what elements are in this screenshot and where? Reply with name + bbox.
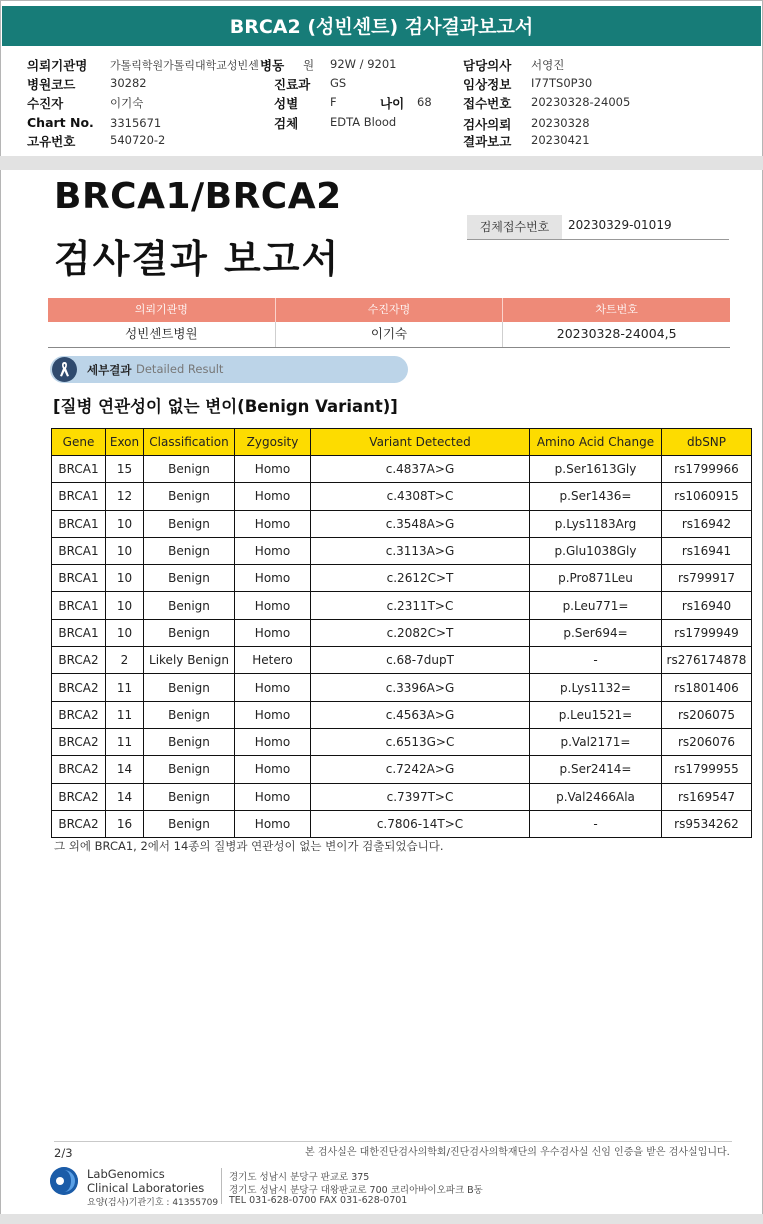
- table-cell: p.Ser694=: [530, 619, 662, 646]
- table-cell: rs9534262: [662, 810, 752, 837]
- table-cell: rs1799949: [662, 619, 752, 646]
- address-line2: 경기도 성남시 분당구 대왕판교로 700 코리아바이오파크 B동: [229, 1185, 483, 1196]
- patient-label: 수진자: [27, 96, 64, 111]
- table-cell: BRCA2: [52, 783, 106, 810]
- table-cell: Benign: [144, 537, 235, 564]
- table-cell: 14: [106, 783, 144, 810]
- request-label: 검사의뢰: [463, 117, 512, 132]
- table-cell: p.Pro871Leu: [530, 565, 662, 592]
- table-cell: -: [530, 810, 662, 837]
- page-bottom-bar: [0, 1214, 763, 1224]
- receipt-label: 접수번호: [463, 96, 512, 111]
- specimen-value: EDTA Blood: [330, 115, 397, 129]
- table-row: [52, 483, 752, 510]
- specimen-label: 검체: [274, 116, 299, 131]
- ward-value: 92W / 9201: [330, 57, 397, 71]
- specimen-receipt-label: 검체접수번호: [467, 215, 562, 239]
- header-cell: 의뢰기관명: [48, 298, 276, 322]
- table-cell: rs1799955: [662, 756, 752, 783]
- table-cell: rs1799966: [662, 456, 752, 483]
- doctor-value: 서영진: [531, 58, 565, 72]
- table-cell: c.2311T>C: [311, 592, 530, 619]
- variant-table-header: [52, 429, 752, 456]
- labgenomics-logo-icon: [50, 1167, 78, 1195]
- table-cell: Homo: [235, 483, 311, 510]
- report-date-value: 20230421: [531, 133, 590, 147]
- patient-summary-header: [48, 298, 730, 322]
- report-banner: BRCA2 (성빈센트) 검사결과보고서: [2, 6, 761, 46]
- footer-separator: [221, 1168, 222, 1204]
- table-cell: p.Leu771=: [530, 592, 662, 619]
- table-cell: Homo: [235, 565, 311, 592]
- table-cell: 14: [106, 756, 144, 783]
- table-cell: Homo: [235, 537, 311, 564]
- table-cell: 11: [106, 701, 144, 728]
- age-label: 나이: [380, 96, 405, 111]
- column-header: Zygosity: [235, 429, 311, 456]
- table-cell: 12: [106, 483, 144, 510]
- lab-institution-id: 요양(검사)기관기호 : 41355709: [87, 1198, 219, 1208]
- table-cell: 10: [106, 510, 144, 537]
- table-cell: Homo: [235, 783, 311, 810]
- table-cell: c.2612C>T: [311, 565, 530, 592]
- column-header: Amino Acid Change: [530, 429, 662, 456]
- table-cell: c.4308T>C: [311, 483, 530, 510]
- table-cell: Benign: [144, 783, 235, 810]
- table-row: [52, 537, 752, 564]
- table-cell: Homo: [235, 701, 311, 728]
- table-cell: 15: [106, 456, 144, 483]
- table-cell: rs799917: [662, 565, 752, 592]
- table-cell: 10: [106, 537, 144, 564]
- table-cell: rs1060915: [662, 483, 752, 510]
- table-cell: 이기숙: [276, 322, 504, 347]
- table-cell: Homo: [235, 456, 311, 483]
- table-cell: rs206075: [662, 701, 752, 728]
- table-cell: c.3396A>G: [311, 674, 530, 701]
- table-cell: c.7242A>G: [311, 756, 530, 783]
- column-header: Variant Detected: [311, 429, 530, 456]
- page-title-line1: BRCA1/BRCA2: [54, 176, 342, 217]
- table-row: [52, 510, 752, 537]
- detail-label-ko: 세부결과: [87, 363, 132, 377]
- table-cell: Homo: [235, 674, 311, 701]
- sex-value: F: [330, 95, 337, 109]
- header-cell: 차트번호: [595, 303, 638, 316]
- table-row: [52, 783, 752, 810]
- detail-label-en: Detailed Result: [136, 362, 224, 376]
- code-label: 병원코드: [27, 77, 76, 92]
- specimen-receipt-value: 20230329-01019: [568, 218, 672, 232]
- receipt-value: 20230328-24005: [531, 95, 631, 109]
- table-cell: p.Val2466Ala: [530, 783, 662, 810]
- table-cell: Benign: [144, 592, 235, 619]
- table-cell: p.Lys1132=: [530, 674, 662, 701]
- table-cell: rs16942: [662, 510, 752, 537]
- chart-value: 3315671: [110, 116, 162, 130]
- table-cell: Homo: [235, 728, 311, 755]
- table-cell: BRCA2: [52, 674, 106, 701]
- table-cell: 16: [106, 810, 144, 837]
- specimen-receipt: [467, 215, 729, 240]
- ward-value-prefix: 원: [303, 58, 315, 72]
- table-cell: 11: [106, 674, 144, 701]
- table-row: [52, 647, 752, 674]
- table-cell: p.Val2171=: [530, 728, 662, 755]
- header-divider: [0, 156, 763, 170]
- table-row: [52, 701, 752, 728]
- table-cell: rs16940: [662, 592, 752, 619]
- table-row: [52, 810, 752, 837]
- table-row: [52, 592, 752, 619]
- table-cell: BRCA2: [52, 701, 106, 728]
- ribbon-icon: [52, 357, 77, 382]
- table-cell: p.Leu1521=: [530, 701, 662, 728]
- table-cell: 20230328-24004,5: [556, 326, 677, 341]
- table-cell: 성빈센트병원: [48, 322, 276, 347]
- variant-table: [51, 428, 752, 838]
- table-cell: Benign: [144, 510, 235, 537]
- table-cell: BRCA1: [52, 537, 106, 564]
- table-cell: rs169547: [662, 783, 752, 810]
- table-cell: Homo: [235, 756, 311, 783]
- table-cell: c.4563A>G: [311, 701, 530, 728]
- dept-label: 진료과: [274, 77, 311, 92]
- table-cell: BRCA1: [52, 483, 106, 510]
- address-line1: 경기도 성남시 분당구 판교로 375: [229, 1172, 370, 1183]
- table-cell: c.3548A>G: [311, 510, 530, 537]
- table-cell: BRCA1: [52, 592, 106, 619]
- code-value: 30282: [110, 76, 147, 90]
- footnote: 그 외에 BRCA1, 2에서 14종의 질병과 연관성이 없는 변이가 검출되었습니다.: [54, 839, 444, 853]
- page-title-line2: 검사결과 보고서: [54, 237, 341, 281]
- ward-label: 병동: [260, 58, 285, 73]
- patient-summary-row: [48, 322, 730, 348]
- column-header: Gene: [52, 429, 106, 456]
- table-cell: p.Glu1038Gly: [530, 537, 662, 564]
- column-header: dbSNP: [662, 429, 752, 456]
- table-cell: 10: [106, 592, 144, 619]
- table-cell: Homo: [235, 510, 311, 537]
- table-cell: Benign: [144, 728, 235, 755]
- table-cell: Homo: [235, 619, 311, 646]
- table-cell: rs276174878: [662, 647, 752, 674]
- footer-divider: [54, 1141, 732, 1142]
- table-cell: rs1801406: [662, 674, 752, 701]
- id-value: 540720-2: [110, 133, 166, 147]
- lab-name-line1: LabGenomics: [87, 1167, 165, 1181]
- patient-summary-table: [48, 298, 730, 348]
- table-cell: p.Ser1613Gly: [530, 456, 662, 483]
- header-info: [0, 0, 763, 160]
- column-header: Classification: [144, 429, 235, 456]
- table-cell: Benign: [144, 756, 235, 783]
- table-cell: BRCA2: [52, 810, 106, 837]
- table-cell: 2: [106, 647, 144, 674]
- table-cell: Homo: [235, 810, 311, 837]
- table-cell: BRCA1: [52, 565, 106, 592]
- table-cell: c.3113A>G: [311, 537, 530, 564]
- table-cell: BRCA2: [52, 756, 106, 783]
- table-cell: Benign: [144, 701, 235, 728]
- table-cell: c.2082C>T: [311, 619, 530, 646]
- table-cell: c.7806-14T>C: [311, 810, 530, 837]
- table-row: [52, 674, 752, 701]
- table-cell: c.6513G>C: [311, 728, 530, 755]
- page-number: 2/3: [54, 1146, 73, 1160]
- dept-value: GS: [330, 76, 347, 90]
- lab-name-line2: Clinical Laboratories: [87, 1181, 205, 1195]
- table-row: [52, 728, 752, 755]
- table-cell: BRCA1: [52, 510, 106, 537]
- table-cell: Benign: [144, 483, 235, 510]
- clinical-label: 임상정보: [463, 77, 512, 92]
- column-header: Exon: [106, 429, 144, 456]
- table-cell: rs206076: [662, 728, 752, 755]
- table-row: [52, 756, 752, 783]
- age-value: 68: [417, 95, 432, 109]
- certification-note: 본 검사실은 대한진단검사의학회/진단검사의학재단의 우수검사실 신임 인증을 받은 검사실입니다.: [305, 1147, 730, 1158]
- id-label: 고유번호: [27, 134, 76, 149]
- table-cell: Benign: [144, 565, 235, 592]
- table-cell: BRCA2: [52, 647, 106, 674]
- table-cell: Homo: [235, 592, 311, 619]
- table-cell: c.4837A>G: [311, 456, 530, 483]
- table-row: [52, 565, 752, 592]
- table-cell: c.68-7dupT: [311, 647, 530, 674]
- clinical-value: I77TS0P30: [531, 76, 593, 90]
- table-cell: 10: [106, 565, 144, 592]
- table-cell: BRCA1: [52, 619, 106, 646]
- table-cell: BRCA2: [52, 728, 106, 755]
- header-cell: 수진자명: [276, 298, 504, 322]
- table-cell: Benign: [144, 456, 235, 483]
- hospital-label: 의뢰기관명: [27, 58, 88, 73]
- table-row: [52, 619, 752, 646]
- patient-value: 이기숙: [110, 96, 144, 110]
- report-date-label: 결과보고: [463, 134, 512, 149]
- variant-table-body: [52, 456, 752, 838]
- table-row: [52, 456, 752, 483]
- section-heading: [질병 연관성이 없는 변이(Benign Variant)]: [53, 397, 398, 416]
- sex-label: 성별: [274, 96, 299, 111]
- hospital-value: 가톨릭학원가톨릭대학교성빈센: [110, 59, 259, 72]
- table-cell: Benign: [144, 810, 235, 837]
- table-cell: Likely Benign: [144, 647, 235, 674]
- table-cell: 10: [106, 619, 144, 646]
- table-cell: p.Lys1183Arg: [530, 510, 662, 537]
- phone-fax: TEL 031-628-0700 FAX 031-628-0701: [229, 1195, 408, 1206]
- doctor-label: 담당의사: [463, 58, 512, 73]
- table-cell: p.Ser1436=: [530, 483, 662, 510]
- chart-label: Chart No.: [27, 115, 94, 130]
- table-cell: BRCA1: [52, 456, 106, 483]
- table-cell: Hetero: [235, 647, 311, 674]
- table-cell: c.7397T>C: [311, 783, 530, 810]
- table-cell: Benign: [144, 619, 235, 646]
- table-cell: -: [530, 647, 662, 674]
- table-cell: 11: [106, 728, 144, 755]
- table-cell: p.Ser2414=: [530, 756, 662, 783]
- request-value: 20230328: [531, 116, 590, 130]
- detailed-result-pill: [50, 356, 408, 383]
- table-cell: Benign: [144, 674, 235, 701]
- table-cell: rs16941: [662, 537, 752, 564]
